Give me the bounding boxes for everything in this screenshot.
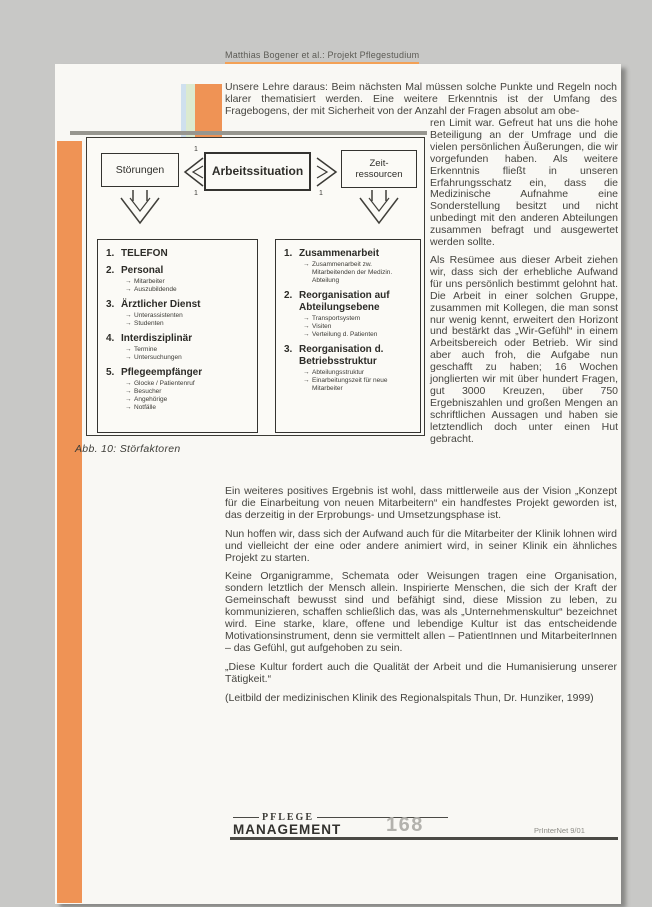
paragraph-1-wide: Unsere Lehre daraus: Beim nächsten Mal müssen solche Punkte und Regeln noch klarer thematisiert werden. Eine weitere Erkenntnis ist der Umfang des Fragebogens, der mit Sicherheit von der Anzahl der Fragen absolut am obe- [225,81,617,117]
lower-text-column [225,486,617,712]
paragraph-5: Keine Organigramme, Schemata oder Weisungen tragen eine Organisation, sondern letztlich der Mensch allein. Inspirierte Menschen, die sich der Kraft der Gemeinschaft bewusst sind und befähigt sind, diese Mission zu leben, zu kommunizieren, schaffen schließlich das, was als „Unternehmenskultur“ bezeichnet wird. Eine starke, klare, offene und lebendige Kultur ist das entscheidende Motivationsinstrument, denn sie vermittelt allen – PatientInnen und MitarbeiterInnen – das Gefühl, gut aufgehoben zu sein. [225,570,617,654]
figure-diagram [86,137,425,436]
right-arrow-icon [313,152,341,192]
stoerungen-box: Störungen [101,153,179,187]
arrow-bullet-icon [303,323,312,331]
arrow-bullet-icon [125,346,134,354]
down-arrow-right-icon [357,189,401,233]
footer-rule [230,837,618,840]
paragraph-1-narrow: ren Limit war. Gefreut hat uns die hohe Beteiligung an der Umfrage und die vielen persönlichen Äußerungen, die wir vorgefunden haben. Als weitere Erkenntnis fließt in unseren Erfahrungsschatz ein, dass die Medizinische Aufnahme eine Sonderstellung besitzt und nicht unbedingt mit den anderen Abteilungen zusammen befragt und ausgewertet werden sollte. [430,117,618,249]
arrow-bullet-icon [125,396,134,404]
page-number: 168 [386,814,424,836]
right-text-column [430,118,618,451]
zeitressourcen-line1: Zeit- [369,158,389,169]
list-item: 5. Pflegeempfänger → Glocke / Patientenruf → Besucher → Angehörige → Notfälle [106,367,251,412]
list-item: 4. Interdisziplinär → Termine → Untersuchungen [106,333,251,362]
paragraph-2: Als Resümee aus dieser Arbeit ziehen wir, dass sich der erhebliche Aufwand für uns persönlich bestimmt gelohnt hat. Die Arbeit in einer solchen Gruppe, zusammen mit Kollegen, die man sonst nur wenig kennt, erweitert den Horizont und bestärkt das „Wir-Gefühl“ in einem Arbeitsbereich oder Betrieb. Wir sind aber auch froh, die Aufgabe nun geschafft zu haben; 16 Wochen jonglierten wir mit über hundert Fragen, gut 3000 Kreuzen, über 750 Ergebniszahlen und großen Mengen an schriftlichen Aussagen und haben sie letztendlich doch unter einen Hut gebracht. [430,253,618,445]
list-item: 1. TELEFON [106,248,168,259]
arrow-bullet-icon [303,331,312,339]
left-accent-band [57,141,82,903]
figure-caption: Abb. 10: Störfaktoren [75,443,181,455]
logo-rule-left [233,817,259,819]
logo-word-management: MANAGEMENT [233,822,342,837]
list-item: 3. Reorganisation d. Betriebsstruktur → Abteilungsstruktur → Einarbeitungszeit für neue Mitarbeiter [284,344,414,393]
connector-label: 1 [194,190,198,197]
arrow-bullet-icon [125,388,134,396]
paragraph-7: (Leitbild der medizinischen Klinik des Regionalspitals Thun, Dr. Hunziker, 1999) [225,691,594,704]
list-item: 3. Ärztlicher Dienst → Unterassistenten → Studenten [106,299,251,328]
arrow-bullet-icon [125,354,134,362]
running-head: Matthias Bogener et al.: Projekt Pflegestudium [225,50,419,64]
arrow-bullet-icon [303,377,312,393]
list-item: 1. Zusammenarbeit → Zusammenarbeit zw. Mitarbeitenden der Medizin. Abteilung [284,248,414,285]
arbeitssituation-box: Arbeitssituation [204,152,311,191]
list-item: 2. Reorganisation auf Abteilungsebene → Transportsystem → Visiten → Verteilung d. Patienten [284,290,414,339]
issue-label: PrInterNet 9/01 [534,826,585,835]
logo-word-pflege: PFLEGE [262,812,315,823]
paragraph-3: Ein weiteres positives Ergebnis ist wohl, dass mittlerweile aus der Vision „Konzept für die Einarbeitung von neuen Mitarbeitern“ ein handfestes Projekt geworden ist, das derzeitig in der Erprobungs- und Umsetzungsphase ist. [225,485,617,521]
left-arrow-icon [180,152,206,192]
arrow-bullet-icon [303,369,312,377]
down-arrow-left-icon [118,189,162,233]
paragraph-6: „Diese Kultur fordert auch die Qualität der Arbeit und die Humanisierung unserer Tätigkeit.“ [225,660,617,685]
paragraph-4: Nun hoffen wir, dass sich der Aufwand auch für die Mitarbeiter der Klinik lohnen wird und vielleicht der eine oder andere animiert wird, in seiner Klinik ein ähnliches Projekt zu starten. [225,527,617,564]
figure-top-shadow [70,131,427,135]
arrow-bullet-icon [125,380,134,388]
list-item: 2. Personal → Mitarbeiter → Auszubildende [106,265,251,294]
arrow-bullet-icon [303,315,312,323]
arrow-bullet-icon [125,278,134,286]
logo-rule-right [317,817,448,819]
zeitressourcen-line2: ressourcen [355,169,403,180]
arrow-bullet-icon [125,404,134,412]
connector-label: 1 [319,190,323,197]
connector-label: 1 [194,146,198,153]
arrow-bullet-icon [125,286,134,294]
stoerfaktoren-list [97,239,258,433]
massnahmen-list [275,239,421,433]
arrow-bullet-icon [125,312,134,320]
arrow-bullet-icon [303,261,312,285]
zeitressourcen-box [341,150,417,188]
arrow-bullet-icon [125,320,134,328]
